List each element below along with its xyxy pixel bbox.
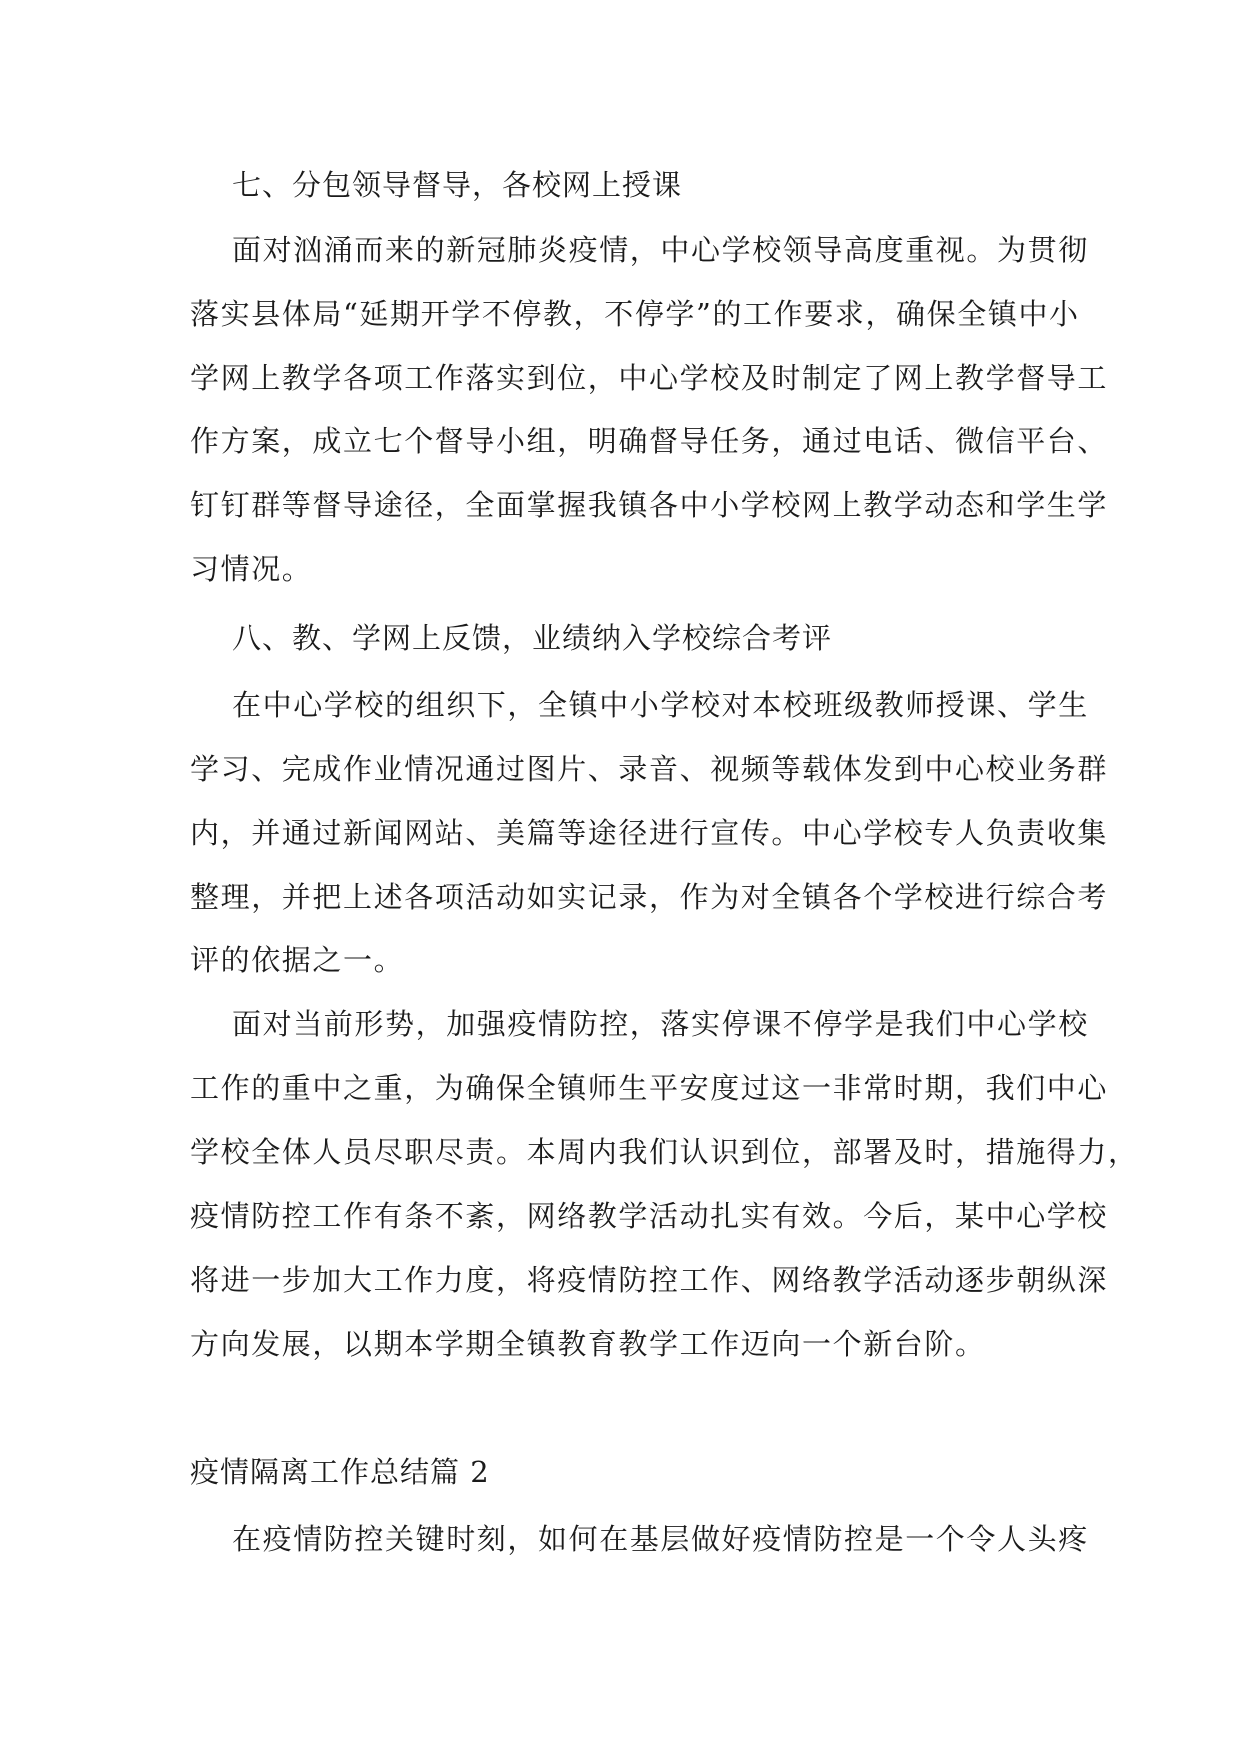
paragraph-line: 工作的重中之重，为确保全镇师生平安度过这一非常时期，我们中心 bbox=[190, 1071, 1109, 1105]
article-title: 疫情隔离工作总结篇 2 bbox=[190, 1455, 490, 1489]
paragraph-line: 评的依据之一。 bbox=[190, 943, 405, 977]
paragraph-line: 落实县体局“延期开学不停教，不停学”的工作要求，确保全镇中小 bbox=[190, 297, 1080, 331]
paragraph-line: 面对汹涌而来的新冠肺炎疫情，中心学校领导高度重视。为贯彻 bbox=[232, 233, 1089, 267]
paragraph-line: 方向发展，以期本学期全镇教育教学工作迈向一个新台阶。 bbox=[190, 1327, 986, 1361]
paragraph-line: 钉钉群等督导途径，全面掌握我镇各中小学校网上教学动态和学生学 bbox=[190, 488, 1109, 522]
section-heading-7: 七、分包领导督导，各校网上授课 bbox=[232, 168, 683, 202]
paragraph-line: 在中心学校的组织下，全镇中小学校对本校班级教师授课、学生 bbox=[232, 688, 1089, 722]
paragraph-line: 学习、完成作业情况通过图片、录音、视频等载体发到中心校业务群 bbox=[190, 752, 1109, 786]
paragraph-line: 将进一步加大工作力度，将疫情防控工作、网络教学活动逐步朝纵深 bbox=[190, 1263, 1109, 1297]
paragraph-line: 作方案，成立七个督导小组，明确督导任务，通过电话、微信平台、 bbox=[190, 424, 1109, 458]
section-heading-8: 八、教、学网上反馈，业绩纳入学校综合考评 bbox=[232, 621, 833, 655]
paragraph-line: 学网上教学各项工作落实到位，中心学校及时制定了网上教学督导工 bbox=[190, 361, 1109, 395]
paragraph-line: 内，并通过新闻网站、美篇等途径进行宣传。中心学校专人负责收集 bbox=[190, 816, 1109, 850]
paragraph-line: 在疫情防控关键时刻，如何在基层做好疫情防控是一个令人头疼 bbox=[232, 1522, 1089, 1556]
paragraph-line: 学校全体人员尽职尽责。本周内我们认识到位，部署及时，措施得力， bbox=[190, 1135, 1139, 1169]
paragraph-line: 整理，并把上述各项活动如实记录，作为对全镇各个学校进行综合考 bbox=[190, 880, 1109, 914]
paragraph-line: 疫情防控工作有条不紊，网络教学活动扎实有效。今后，某中心学校 bbox=[190, 1199, 1109, 1233]
paragraph-line: 习情况。 bbox=[190, 552, 313, 586]
paragraph-line: 面对当前形势，加强疫情防控，落实停课不停学是我们中心学校 bbox=[232, 1007, 1089, 1041]
